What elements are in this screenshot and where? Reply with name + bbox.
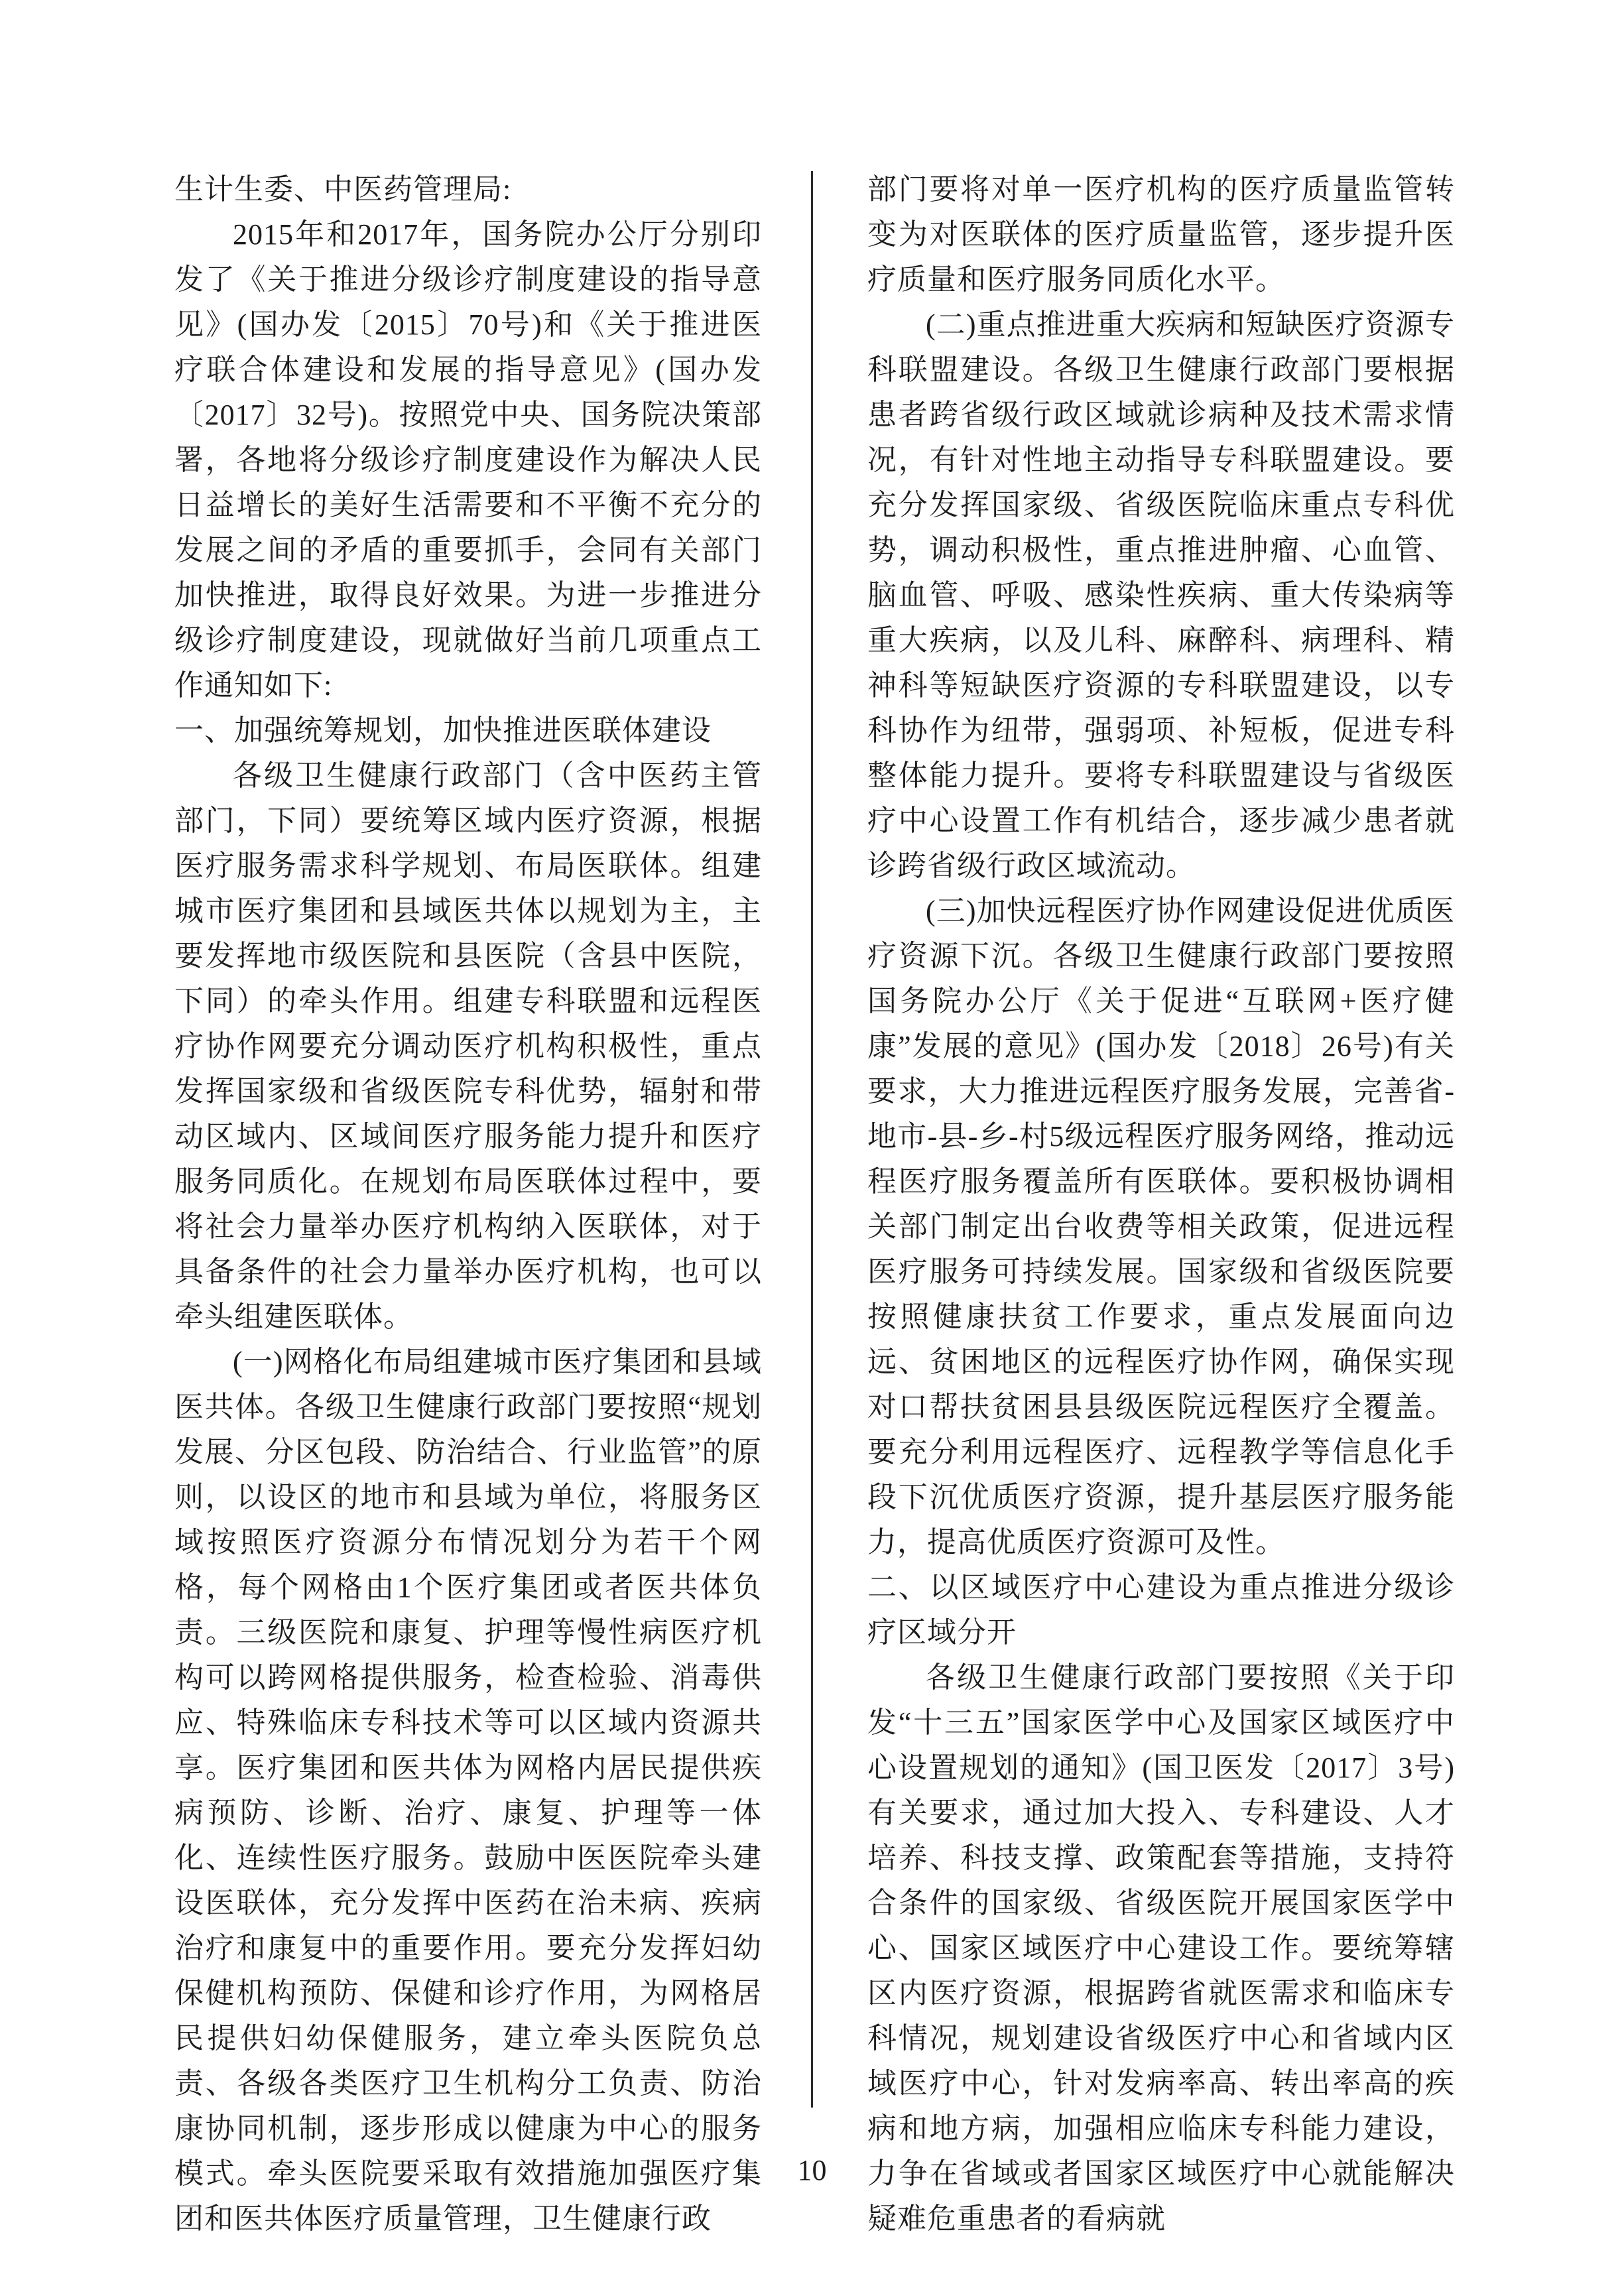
section-1-item-3-paragraph: (三)加快远程医疗协作网建设促进优质医疗资源下沉。各级卫生健康行政部门要按照国务院办公厅《关于促进“互联网+医疗健康”发展的意见》(国办发〔2018〕26号)有关要求，大力推进远程医疗服务发展，完善省-地市-县-乡-村5级远程医疗服务网络，推动远程医疗服务覆盖所有医联体。要积极协调相关部门制定出台收费等相关政策，促进远程医疗服务可持续发展。国家级和省级医院要按照健康扶贫工作要求，重点发展面向边远、贫困地区的远程医疗协作网，确保实现对口帮扶贫困县县级医院远程医疗全覆盖。要充分利用远程医疗、远程教学等信息化手段下沉优质医疗资源，提升基层医疗服务能力，提高优质医疗资源可及性。 — [867, 895, 1455, 1558]
section-1-heading: 一、加强统筹规划，加快推进医联体建设 — [174, 714, 712, 747]
right-column — [867, 167, 1455, 2242]
section-2-heading: 二、以区域医疗中心建设为重点推进分级诊疗区域分开 — [867, 1571, 1455, 1649]
section-2-paragraph: 各级卫生健康行政部门要按照《关于印发“十三五”国家医学中心及国家区域医疗中心设置规划的通知》(国卫医发〔2017〕3号)有关要求，通过加大投入、专科建设、人才培养、科技支撑、政策配套等措施，支持符合条件的国家级、省级医院开展国家医学中心、国家区域医疗中心建设工作。要统筹辖区内医疗资源，根据跨省就医需求和临床专科情况，规划建设省级医疗中心和省域内区域医疗中心，针对发病率高、转出率高的疾病和地方病，加强相应临床专科能力建设，力争在省域或者国家区域医疗中心就能解决疑难危重患者的看病就 — [867, 1661, 1455, 2235]
page-number: 10 — [797, 2154, 827, 2186]
addressee-continuation-line: 生计生委、中医药管理局: — [174, 173, 512, 206]
left-column — [174, 167, 762, 2242]
continuation-paragraph: 部门要将对单一医疗机构的医疗质量监管转变为对医联体的医疗质量监管，逐步提升医疗质量和医疗服务同质化水平。 — [867, 173, 1455, 296]
section-1-item-1-paragraph: (一)网格化布局组建城市医疗集团和县域医共体。各级卫生健康行政部门要按照“规划发展、分区包段、防治结合、行业监管”的原则，以设区的地市和县域为单位，将服务区域按照医疗资源分布情况划分为若干个网格，每个网格由1个医疗集团或者医共体负责。三级医院和康复、护理等慢性病医疗机构可以跨网格提供服务，检查检验、消毒供应、特殊临床专科技术等可以区域内资源共享。医疗集团和医共体为网格内居民提供疾病预防、诊断、治疗、康复、护理等一体化、连续性医疗服务。鼓励中医医院牵头建设医联体，充分发挥中医药在治未病、疾病治疗和康复中的重要作用。要充分发挥妇幼保健机构预防、保健和诊疗作用，为网格居民提供妇幼保健服务，建立牵头医院负总责、各级各类医疗卫生机构分工负责、防治康协同机制，逐步形成以健康为中心的服务模式。牵头医院要采取有效措施加强医疗集团和医共体医疗质量管理，卫生健康行政 — [174, 1346, 762, 2235]
section-1-paragraph: 各级卫生健康行政部门（含中医药主管部门，下同）要统筹区域内医疗资源，根据医疗服务需求科学规划、布局医联体。组建城市医疗集团和县域医共体以规划为主，主要发挥地市级医院和县医院（含县中医院，下同）的牵头作用。组建专科联盟和远程医疗协作网要充分调动医疗机构积极性，重点发挥国家级和省级医院专科优势，辐射和带动区域内、区域间医疗服务能力提升和医疗服务同质化。在规划布局医联体过程中，要将社会力量举办医疗机构纳入医联体，对于具备条件的社会力量举办医疗机构，也可以牵头组建医联体。 — [174, 759, 762, 1333]
section-1-item-2-paragraph: (二)重点推进重大疾病和短缺医疗资源专科联盟建设。各级卫生健康行政部门要根据患者跨省级行政区域就诊病种及技术需求情况，有针对性地主动指导专科联盟建设。要充分发挥国家级、省级医院临床重点专科优势，调动积极性，重点推进肿瘤、心血管、脑血管、呼吸、感染性疾病、重大传染病等重大疾病，以及儿科、麻醉科、病理科、精神科等短缺医疗资源的专科联盟建设，以专科协作为纽带，强弱项、补短板，促进专科整体能力提升。要将专科联盟建设与省级医疗中心设置工作有机结合，逐步减少患者就诊跨省级行政区域流动。 — [867, 308, 1455, 882]
intro-paragraph: 2015年和2017年，国务院办公厅分别印发了《关于推进分级诊疗制度建设的指导意见》(国办发〔2015〕70号)和《关于推进医疗联合体建设和发展的指导意见》(国办发〔2017〕32号)。按照党中央、国务院决策部署，各地将分级诊疗制度建设作为解决人民日益增长的美好生活需要和不平衡不充分的发展之间的矛盾的重要抓手，会同有关部门加快推进，取得良好效果。为进一步推进分级诊疗制度建设，现就做好当前几项重点工作通知如下: — [174, 218, 762, 702]
column-divider — [811, 171, 813, 2108]
